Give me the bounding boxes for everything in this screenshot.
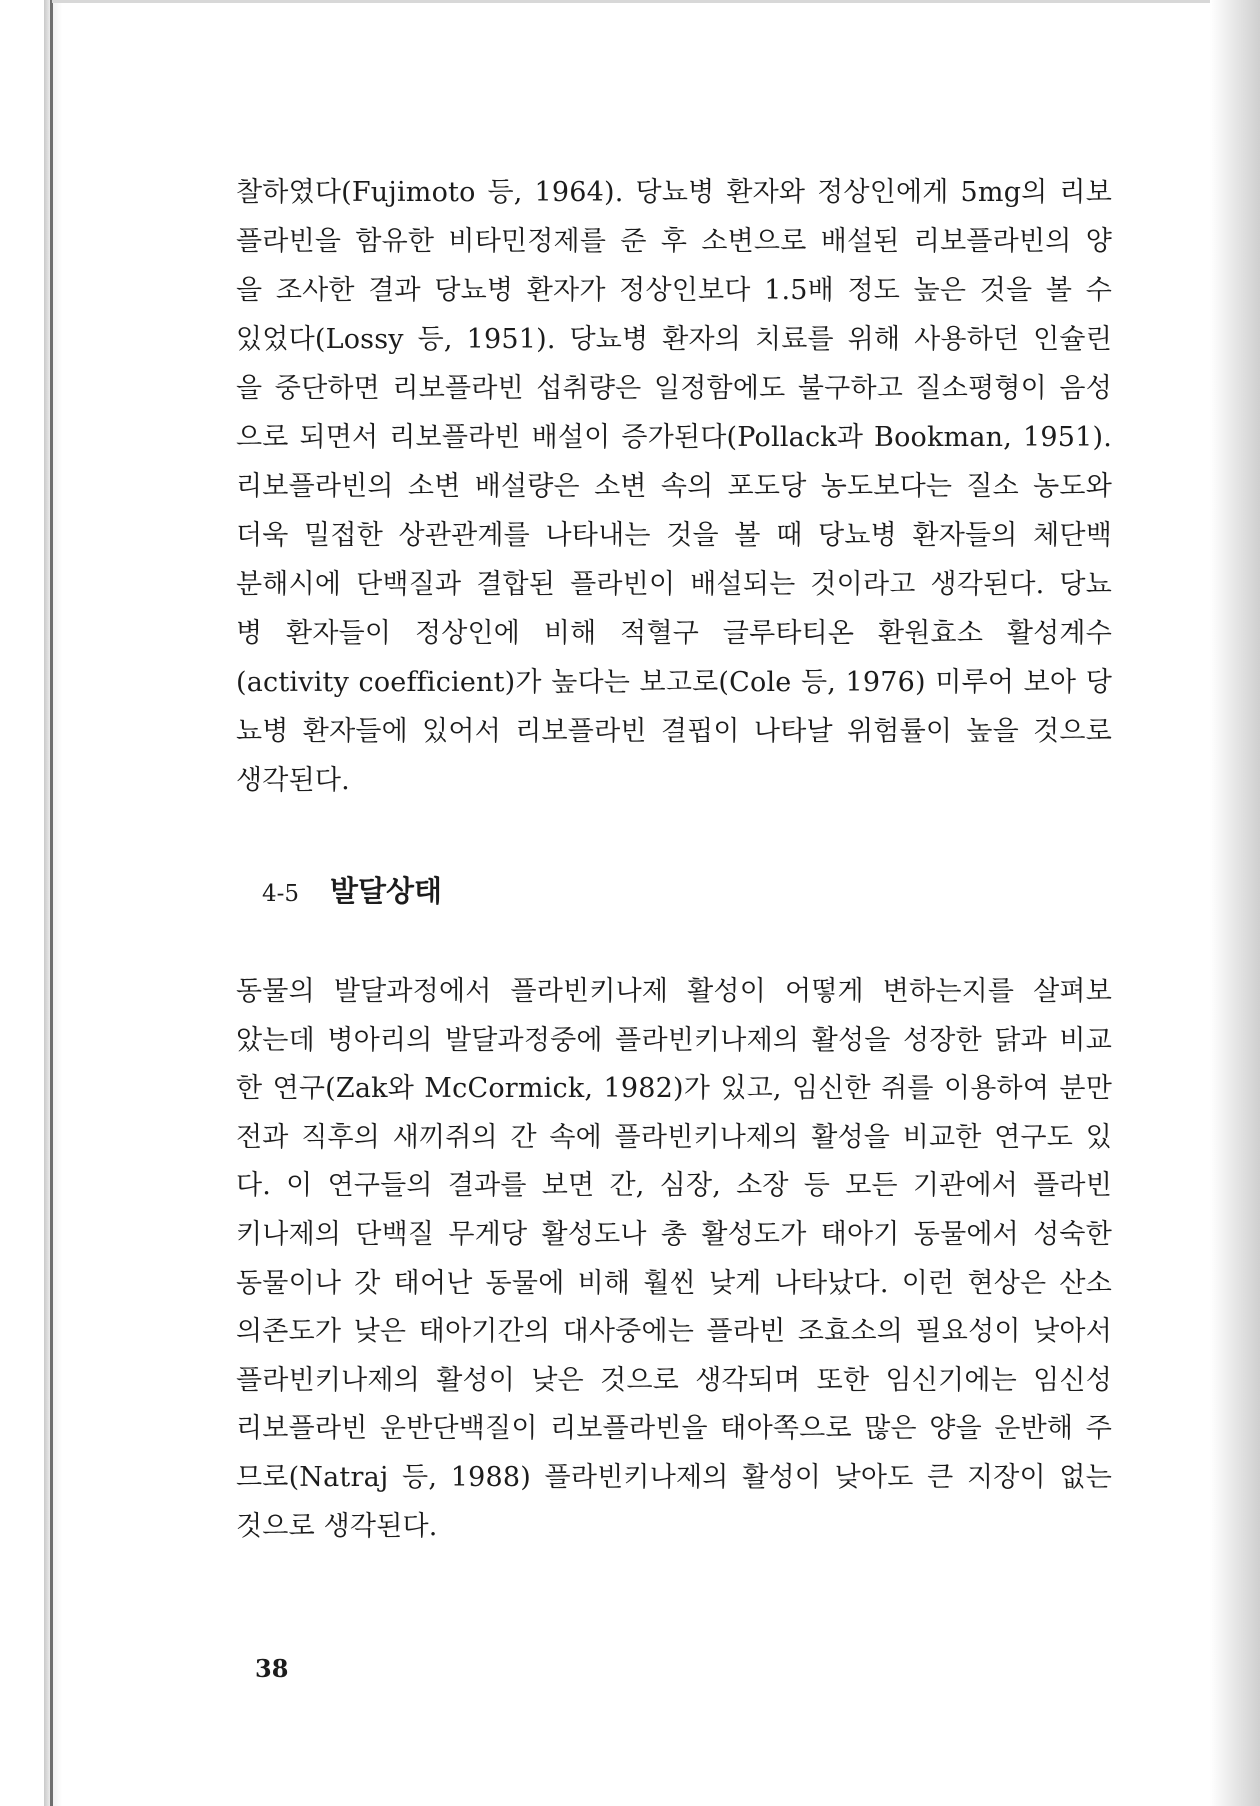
paragraph-line: 것으로 생각된다. <box>236 1510 438 1542</box>
paragraph-line: 병 환자들이 정상인에 비해 적혈구 글루타티온 환원효소 활성계수 <box>236 618 1112 649</box>
section-title: 발달상태 <box>329 874 443 908</box>
paragraph-line: 분해시에 단백질과 결합된 플라빈이 배설되는 것이라고 생각된다. 당뇨 <box>236 569 1112 600</box>
paragraph-line: 생각된다. <box>236 765 350 796</box>
paragraph-line: 더욱 밀접한 상관관계를 나타내는 것을 볼 때 당뇨병 환자들의 체단백 <box>236 520 1112 551</box>
paragraph-line: 다. 이 연구들의 결과를 보면 간, 심장, 소장 등 모든 기관에서 플라빈 <box>236 1170 1112 1202</box>
paragraph-line: (activity coefficient)가 높다는 보고로(Cole 등, 1976) 미루어 보아 당 <box>236 667 1112 698</box>
paragraph-line: 뇨병 환자들에 있어서 리보플라빈 결핍이 나타날 위험률이 높을 것으로 <box>236 716 1112 747</box>
paragraph-line: 동물이나 갓 태어난 동물에 비해 훨씬 낮게 나타났다. 이런 현상은 산소 <box>236 1267 1112 1299</box>
paragraph-diabetes-riboflavin <box>236 168 1112 805</box>
paragraph-line: 플라빈키나제의 활성이 낮은 것으로 생각되며 또한 임신기에는 임신성 <box>236 1364 1112 1396</box>
paragraph-line: 동물의 발달과정에서 플라빈키나제 활성이 어떻게 변하는지를 살펴보 <box>236 976 1112 1007</box>
paragraph-line: 을 조사한 결과 당뇨병 환자가 정상인보다 1.5배 정도 높은 것을 볼 수 <box>236 275 1112 306</box>
paragraph-line: 리보플라빈 운반단백질이 리보플라빈을 태아쪽으로 많은 양을 운반해 주 <box>236 1413 1112 1445</box>
paragraph-line: 찰하였다(Fujimoto 등, 1964). 당뇨병 환자와 정상인에게 5mg의 리보 <box>236 177 1112 208</box>
paragraph-line: 플라빈을 함유한 비타민정제를 준 후 소변으로 배설된 리보플라빈의 양 <box>236 226 1112 257</box>
paragraph-line: 있었다(Lossy 등, 1951). 당뇨병 환자의 치료를 위해 사용하던 인슐린 <box>236 324 1112 355</box>
paragraph-line: 의존도가 낮은 태아기간의 대사중에는 플라빈 조효소의 필요성이 낮아서 <box>236 1316 1112 1348</box>
paragraph-line: 키나제의 단백질 무게당 활성도나 총 활성도가 태아기 동물에서 성숙한 <box>236 1218 1112 1250</box>
paragraph-line: 한 연구(Zak와 McCormick, 1982)가 있고, 임신한 쥐를 이용하여 분만 <box>236 1073 1112 1105</box>
section-number: 4-5 <box>262 881 300 907</box>
paragraph-line: 으로 되면서 리보플라빈 배설이 증가된다(Pollack과 Bookman, 1951). <box>236 422 1112 453</box>
paragraph-line: 리보플라빈의 소변 배설량은 소변 속의 포도당 농도보다는 질소 농도와 <box>236 471 1112 502</box>
paragraph-line: 을 중단하면 리보플라빈 섭취량은 일정함에도 불구하고 질소평형이 음성 <box>236 373 1112 404</box>
page-number: 38 <box>255 1654 289 1683</box>
paragraph-line: 았는데 병아리의 발달과정중에 플라빈키나제의 활성을 성장한 닭과 비교 <box>236 1024 1112 1056</box>
paragraph-line: 므로(Natraj 등, 1988) 플라빈키나제의 활성이 낮아도 큰 지장이 없는 <box>236 1461 1112 1493</box>
section-heading <box>262 866 442 916</box>
paragraph-line: 전과 직후의 새끼쥐의 간 속에 플라빈키나제의 활성을 비교한 연구도 있 <box>236 1121 1112 1153</box>
paragraph-development-state <box>236 968 1112 1551</box>
